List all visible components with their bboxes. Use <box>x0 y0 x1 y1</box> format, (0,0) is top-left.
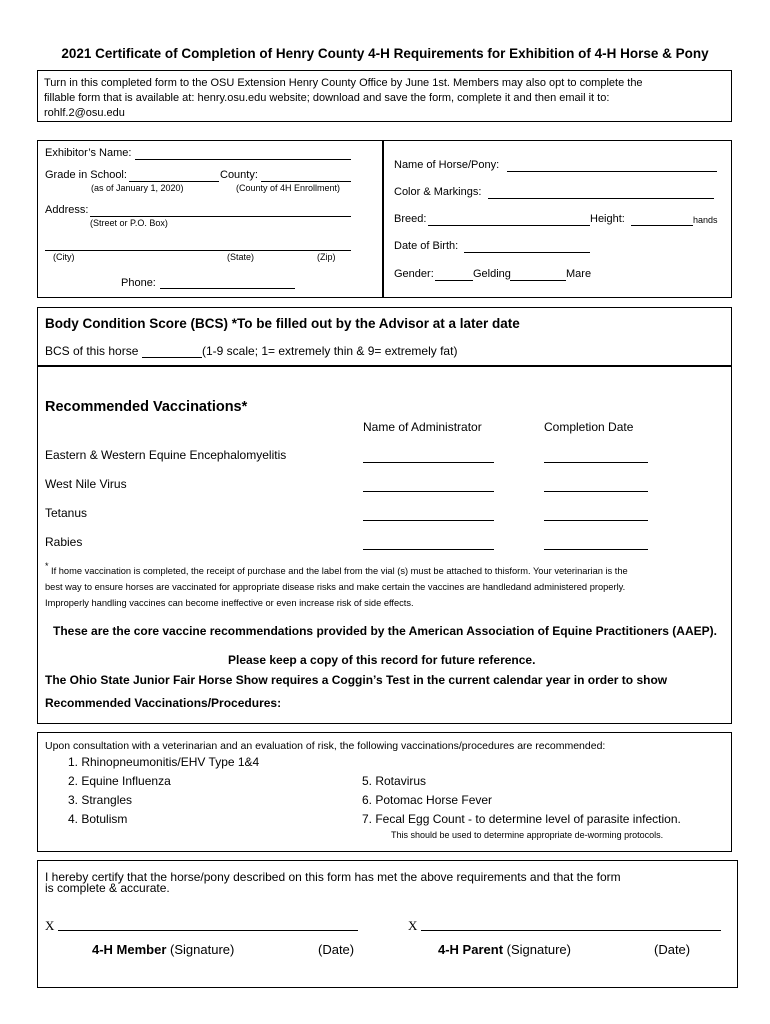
exhibitor-box <box>37 140 383 298</box>
parent-date-label: (Date) <box>654 942 691 957</box>
street-field[interactable] <box>90 216 351 217</box>
grade-field[interactable] <box>129 181 219 182</box>
consultation-intro: Upon consultation with a veterinarian and an evaluation of risk, the following vaccinations/procedures are recommended: <box>45 740 606 752</box>
horse-name-label: Name of Horse/Pony: <box>394 159 500 171</box>
parent-signature-label <box>438 942 571 957</box>
consultation-box <box>37 732 732 852</box>
height-field[interactable] <box>631 225 693 226</box>
breed-label: Breed: <box>394 213 427 225</box>
member-x-mark: X <box>45 918 55 933</box>
parent-signature-field[interactable] <box>421 930 721 931</box>
procedure-note: This should be used to determine appropriate de-worming protocols. <box>391 830 664 840</box>
member-date-label: (Date) <box>318 942 355 957</box>
completion-date-field[interactable] <box>544 520 648 521</box>
administrator-field[interactable] <box>363 549 494 550</box>
footnote-line-2: best way to ensure horses are vaccinated for appropriate disease risks and make certain the vaccines are handledand administered properly. <box>45 582 626 592</box>
county-label: County: <box>220 169 258 181</box>
vaccination-heading: Recommended Vaccinations* <box>45 399 248 415</box>
member-label-signature: (Signature) <box>166 942 235 957</box>
street-note: (Street or P.O. Box) <box>90 218 168 228</box>
vaccine-row-label: Rabies <box>45 535 83 549</box>
dob-label: Date of Birth: <box>394 240 459 252</box>
member-signature-label <box>92 942 234 957</box>
exhibitor-name-field[interactable] <box>135 159 351 160</box>
footnote-line-1: If home vaccination is completed, the receipt of purchase and the label from the vial (s) must be attached to thisform. Your veterinarian is the <box>51 566 628 576</box>
procedure-item: 7. Fecal Egg Count - to determine level of parasite infection. <box>362 812 681 826</box>
completion-date-field[interactable] <box>544 462 648 463</box>
parent-x-mark: X <box>408 918 418 933</box>
grade-label: Grade in School: <box>45 169 127 181</box>
vaccine-row-label: West Nile Virus <box>45 477 127 491</box>
exhibitor-name-label: Exhibitor’s Name: <box>45 147 132 159</box>
address-label: Address: <box>45 204 89 216</box>
city-note: (City) <box>53 252 75 262</box>
procedure-item: 4. Botulism <box>68 812 128 826</box>
city-state-zip-field[interactable] <box>45 250 351 251</box>
procedures-heading: Recommended Vaccinations/Procedures: <box>45 696 282 710</box>
gelding-label: Gelding <box>473 268 511 280</box>
keep-copy-note: Please keep a copy of this record for future reference. <box>228 653 536 667</box>
phone-label: Phone: <box>121 277 156 289</box>
county-note: (County of 4H Enrollment) <box>236 183 341 193</box>
color-label: Color & Markings: <box>394 186 482 198</box>
intro-line-1: Turn in this completed form to the OSU Extension Henry County Office by June 1st. Members may also opt to complete the <box>44 77 643 89</box>
height-label: Height: <box>590 213 625 225</box>
page-title: 2021 Certificate of Completion of Henry County 4-H Requirements for Exhibition of 4-H Horse & Pony <box>61 46 709 61</box>
intro-line-3: rohlf.2@osu.edu <box>44 107 125 119</box>
mare-label: Mare <box>566 268 592 280</box>
horse-box <box>383 140 732 298</box>
parent-label-bold: 4-H Parent <box>438 942 504 957</box>
state-note: (State) <box>227 252 255 262</box>
administrator-field[interactable] <box>363 520 494 521</box>
bcs-field[interactable] <box>142 357 202 358</box>
bcs-scale-note: (1-9 scale; 1= extremely thin & 9= extremely fat) <box>202 344 458 358</box>
grade-note: (as of January 1, 2020) <box>91 183 184 193</box>
phone-field[interactable] <box>160 288 295 289</box>
horse-name-field[interactable] <box>507 171 717 172</box>
bcs-heading: Body Condition Score (BCS) *To be filled out by the Advisor at a later date <box>45 316 520 331</box>
parent-label-signature: (Signature) <box>503 942 571 957</box>
procedure-item: 3. Strangles <box>68 793 133 807</box>
certify-line-2: is complete & accurate. <box>45 881 170 895</box>
hands-label: hands <box>693 215 718 225</box>
procedure-item: 5. Rotavirus <box>362 774 427 788</box>
breed-field[interactable] <box>428 225 590 226</box>
mare-field[interactable] <box>510 280 566 281</box>
col-completion-date: Completion Date <box>544 420 634 434</box>
administrator-field[interactable] <box>363 491 494 492</box>
footnote-mark: * <box>45 561 49 571</box>
procedure-item: 6. Potomac Horse Fever <box>362 793 493 807</box>
certify-line-1: I hereby certify that the horse/pony described on this form has met the above requirements and that the form <box>45 870 621 884</box>
administrator-field[interactable] <box>363 462 494 463</box>
coggins-note: The Ohio State Junior Fair Horse Show requires a Coggin’s Test in the current calendar year in order to show <box>45 673 668 687</box>
core-note: These are the core vaccine recommendations provided by the American Association of Equine Practitioners (AAEP). <box>53 624 717 638</box>
completion-date-field[interactable] <box>544 491 648 492</box>
member-label-bold: 4-H Member <box>92 942 167 957</box>
gelding-field[interactable] <box>435 280 473 281</box>
gender-label: Gender: <box>394 268 434 280</box>
completion-date-field[interactable] <box>544 549 648 550</box>
procedure-item: 1. Rhinopneumonitis/EHV Type 1&4 <box>68 755 260 769</box>
vaccine-row-label: Eastern & Western Equine Encephalomyelitis <box>45 448 287 462</box>
county-field[interactable] <box>261 181 351 182</box>
bcs-box <box>37 307 732 366</box>
member-signature-field[interactable] <box>58 930 358 931</box>
intro-box <box>37 70 732 122</box>
dob-field[interactable] <box>464 252 590 253</box>
vaccine-row-label: Tetanus <box>45 506 88 520</box>
color-field[interactable] <box>488 198 714 199</box>
col-administrator: Name of Administrator <box>363 420 482 434</box>
zip-note: (Zip) <box>317 252 336 262</box>
footnote-line-3: Improperly handling vaccines can become ineffective or even increase risk of side effects. <box>45 598 414 608</box>
vaccination-box <box>37 366 732 724</box>
certification-box <box>37 860 738 988</box>
intro-line-2: fillable form that is available at: henry.osu.edu website; download and save the form, complete it and then email it to: <box>44 92 610 104</box>
procedure-item: 2. Equine Influenza <box>68 774 171 788</box>
bcs-label: BCS of this horse <box>45 344 139 358</box>
